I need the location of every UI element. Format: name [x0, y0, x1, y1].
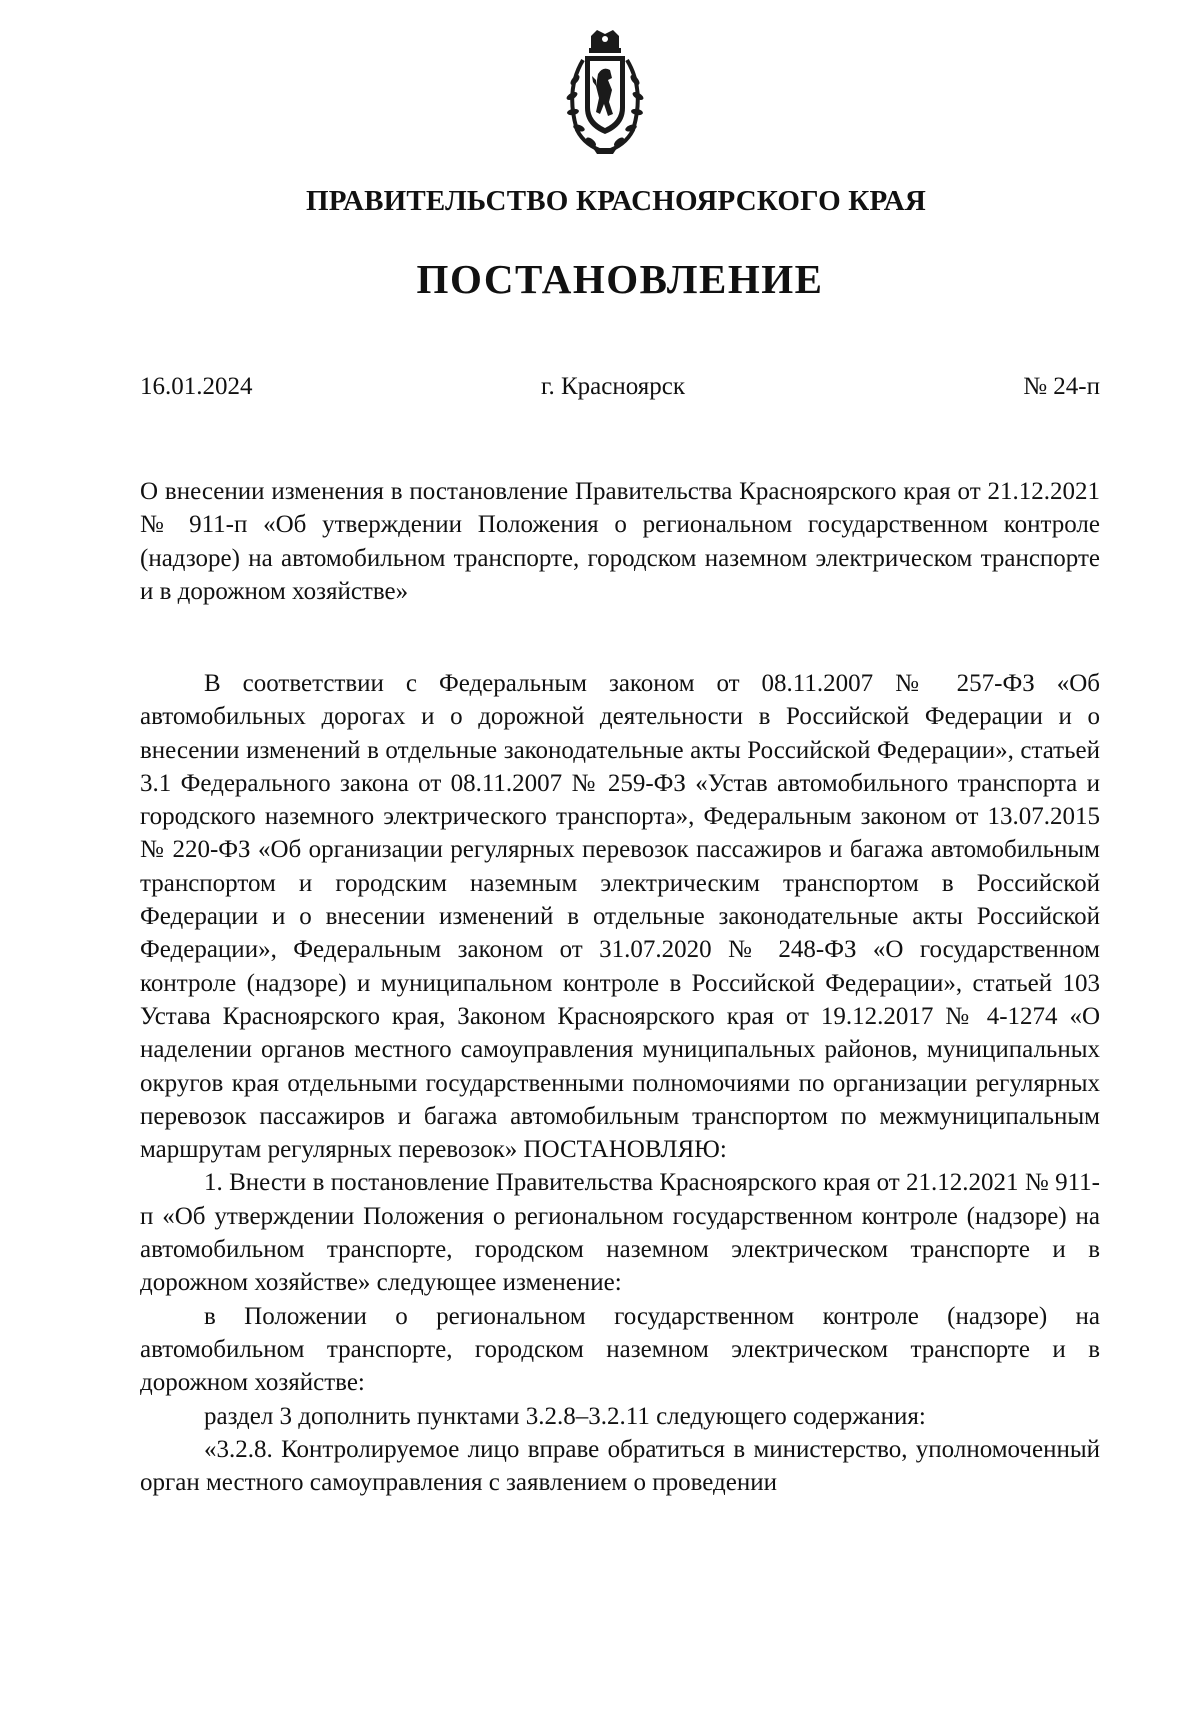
- paragraph-section-3-addition: раздел 3 дополнить пунктами 3.2.8–3.2.11 следующего содержания:: [204, 1402, 926, 1430]
- document-type-title: ПОСТАНОВЛЕНИЕ: [416, 256, 824, 302]
- document-number: № 24-п: [1023, 373, 1100, 400]
- document-subject: О внесении изменения в постановление Правительства Красноярского края от 21.12.2021 № 911-п «Об утверждении Положения о региональном государственном контроле (надзоре) на автомобильном транспорте, городском наземном электрическом транспорте и в дорожном хозяйстве»: [140, 478, 1100, 605]
- document-body: [140, 667, 1100, 1499]
- paragraph-position-change: в Положении о региональном государственном контроле (надзоре) на автомобильном транспорте, городском наземном электрическом транспорте и в дорожном хозяйстве:: [140, 1302, 1100, 1397]
- paragraph-item-3-2-8: «3.2.8. Контролируемое лицо вправе обратиться в министерство, уполномоченный орган местного самоуправления с заявлением о проведении: [140, 1435, 1100, 1497]
- document-city: г. Красноярск: [541, 373, 685, 400]
- paragraph-item-1: 1. Внести в постановление Правительства Красноярского края от 21.12.2021 № 911-п «Об утверждении Положения о региональном государственном контроле (надзоре) на автомобильном транспорте, городском наземном электрическом транспорте и в дорожном хозяйстве» следующее изменение:: [140, 1169, 1100, 1297]
- paragraph-preamble: В соответствии с Федеральным законом от 08.11.2007 № 257-ФЗ «Об автомобильных дорогах и о дорожной деятельности в Российской Федерации и о внесении изменений в отдельные законодательные акты Российской Федерации», статьей 3.1 Федерального закона от 08.11.2007 № 259-ФЗ «Устав автомобильного транспорта и городского наземного электрического транспорта», Федеральным законом от 13.07.2015 № 220-ФЗ «Об организации регулярных перевозок пассажиров и багажа автомобильным транспортом и городским наземным электрическим транспортом в Российской Федерации и о внесении изменений в отдельные законодательные акты Российской Федерации», Федеральным законом от 31.07.2020 № 248-ФЗ «О государственном контроле (надзоре) и муниципальном контроле в Российской Федерации», статьей 103 Устава Красноярского края, Законом Красноярского края от 19.12.2017 № 4-1274 «О наделении органов местного самоуправления муниципальных районов, муниципальных округов края отдельными государственными полномочиями по организации регулярных перевозок пассажиров и багажа автомобильным транспортом по межмуниципальным маршрутам регулярных перевозок» ПОСТАНОВЛЯЮ:: [140, 670, 1100, 1164]
- organization-title: ПРАВИТЕЛЬСТВО КРАСНОЯРСКОГО КРАЯ: [305, 185, 927, 217]
- document-date: 16.01.2024: [140, 373, 253, 400]
- coat-of-arms-emblem: [563, 30, 647, 156]
